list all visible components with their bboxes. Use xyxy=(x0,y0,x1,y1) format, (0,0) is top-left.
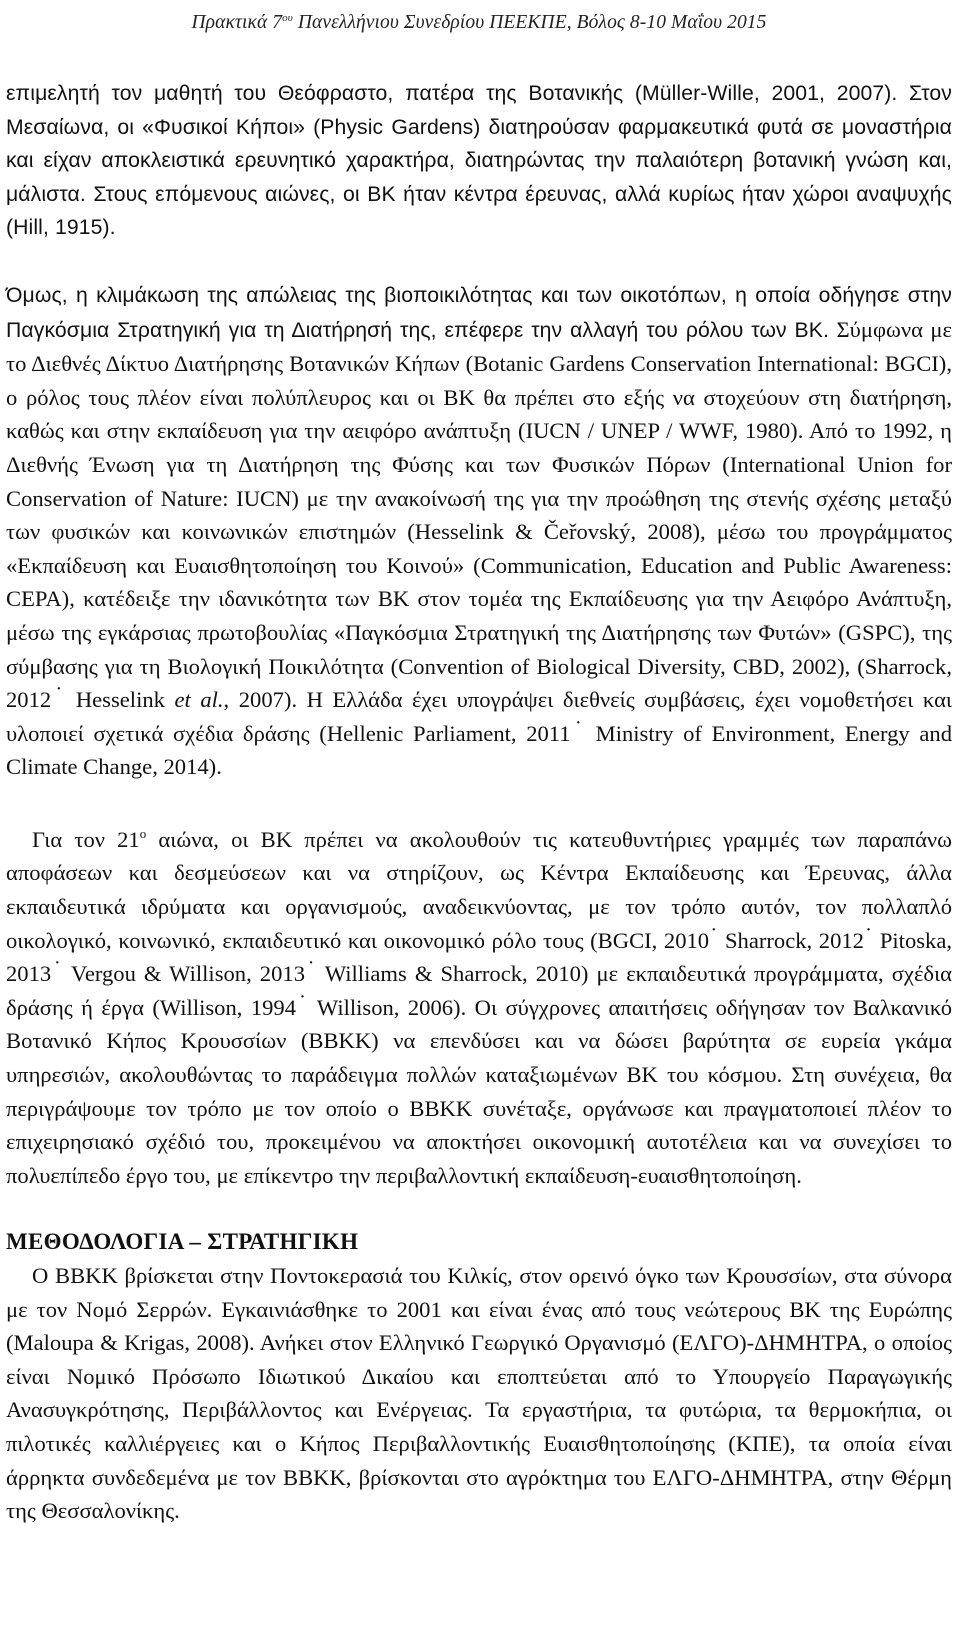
paragraph-methodology-text: Ο ΒΒΚΚ βρίσκεται στην Ποντοκερασιά του Κιλκίς, στον ορεινό όγκο των Κρουσσίων, στα σύνορα με τον Νομό Σερρών. Εγκαινιάσθηκε το 2001 και είναι ένας από τους νεώτερους ΒΚ της Ευρώπης (Maloupa & Krigas, 2008). Ανήκει στον Ελληνικό Γεωργικό Οργανισμό (ΕΛΓΟ)-ΔΗΜΗΤΡΑ, ο οποίος είναι Νομικό Πρόσωπο Ιδιωτικού Δικαίου και εποπτεύεται από το Υπουργείο Παραγωγικής Ανασυγκρότησης, Περιβάλλοντος και Ενέργειας. Τα εργαστήρια, τα φυτώρια, τα θερμοκήπια, οι πιλοτικές καλλιέργειες και ο Κήπος Περιβαλλοντικής Ευαισθητοποίησης (ΚΠΕ), τα οποία είναι άρρηκτα συνδεδεμένα με τον ΒΒΚΚ, βρίσκονται στο αγρόκτημα του ΕΛΓΟ-ΔΗΜΗΤΡΑ, στην Θέρμη της Θεσσαλονίκης. xyxy=(6,1263,952,1524)
paragraph-history xyxy=(6,77,952,245)
paragraph-history-text: επιμελητή τον μαθητή του Θεόφραστο, πατέρα της Βοτανικής (Müller-Wille, 2001, 2007). Στον Μεσαίωνα, οι «Φυσικοί Κήποι» (Physic Gardens) διατηρούσαν φαρμακευτικά φυτά σε μοναστήρια και είχαν αποκλειστικά ερευνητικό χαρακτήρα, διατηρώντας την παλαιότερη βοτανική γνώση και, μάλιστα. Στους επόμενους αιώνες, οι ΒΚ ήταν κέντρα έρευνας, αλλά κυρίως ήταν χώροι αναψυχής (Hill, 1915). xyxy=(6,82,952,240)
paragraph-21st-text-2: αιώνα, οι ΒΚ πρέπει να ακολουθούν τις κατευθυντήριες γραμμές των παραπάνω αποφάσεων και δεσμεύσεων και να στηρίζουν, ως Κέντρα Εκπαίδευσης και Έρευνας, άλλα εκπαιδευτικά ιδρύματα και οργανισμούς, αναδεικνύοντας, με τον τρόπο αυτόν, τον πολλαπλό οικολογικό, κοινωνικό, εκπαιδευτικό και οικονομικό ρόλο τους (BGCI, 2010 xyxy=(6,826,953,953)
citation-separator: ˙ xyxy=(709,922,719,948)
ordinal-superscript: ο xyxy=(139,825,147,841)
paragraph-role-change-text-3: , 2007). Η Ελλάδα έχει υπογράψει διεθνείς συμβάσεις, έχει νομοθετήσει και υλοποιεί σχετικά σχέδια δράσης (Hellenic Parliament, 2011 xyxy=(6,687,952,746)
paragraph-21st-text-3: Sharrock, 2012 xyxy=(718,927,864,953)
citation-separator: ˙ xyxy=(570,715,586,741)
et-al-italic: et al. xyxy=(174,687,224,713)
paragraph-21st-text-5: Vergou & Willison, 2013 xyxy=(63,961,305,987)
citation-separator: ˙ xyxy=(863,922,874,948)
citation-separator: ˙ xyxy=(51,682,67,708)
citation-separator: ˙ xyxy=(51,956,64,982)
section-heading-methodology: ΜΕΘΟΔΟΛΟΓΙΑ – ΣΤΡΑΤΗΓΙΚΗ xyxy=(6,1229,359,1255)
paragraph-21st-text-6: Williams & Sharrock, 2010) με εκπαιδευτικά προγράμματα, σχέδια δράσης ή έργα (Willison, 1994 xyxy=(6,961,952,1020)
header-prefix: Πρακτικά 7 xyxy=(191,12,283,33)
paragraph-role-change-intro: Όμως, η κλιμάκωση της απώλειας της βιοποικιλότητας και των οικοτόπων, η οποία οδήγησε στην Παγκόσμια Στρατηγική για τη Διατήρησή της, επέφερε την αλλαγή του ρόλου των ΒΚ. xyxy=(6,283,952,342)
paragraph-21st-text: Για τον 21 xyxy=(32,826,140,852)
document-page xyxy=(6,0,952,1528)
paragraph-role-change xyxy=(6,278,952,784)
running-header xyxy=(6,3,952,33)
paragraph-role-change-text-2: Hesselink xyxy=(66,687,175,713)
paragraph-methodology xyxy=(6,1259,952,1528)
citation-separator: ˙ xyxy=(305,956,318,982)
paragraph-21st-text-7: Willison, 2006). Οι σύγχρονες απαιτήσεις οδήγησαν τον Βαλκανικό Βοτανικό Κήπος Κρουσσίων (ΒΒΚΚ) να επενδύσει και να δώσει βαρύτητα σε ευρεία γκάμα υπηρεσιών, ακολουθώντας το παράδειγμα πολλών καταξιωμένων ΒΚ του κόσμου. Στη συνέχεια, θα περιγράψουμε τον τρόπο με τον οποίο ο ΒΒΚΚ συνέταξε, οργάνωσε και πραγματοποιεί πλέον το επιχειρησιακό σχέδιό του, προκειμένου να αποκτήσει οικονομική αυτοτέλεια και να συνεχίσει το πολυεπίπεδο έργο του, με επίκεντρο την περιβαλλοντική εκπαίδευση-ευαισθητοποίηση. xyxy=(6,994,953,1188)
paragraph-role-change-text-4: Ministry of Environment, Energy and Climate Change, 2014). xyxy=(6,720,953,780)
paragraph-21st-text-4: Pitoska, 2013 xyxy=(6,927,953,987)
paragraph-role-change-text: Σύμφωνα με το Διεθνές Δίκτυο Διατήρησης Βοτανικών Κήπων (Botanic Gardens Conservation International: BGCI), ο ρόλος τους πλέον είναι πολύπλευρος και οι ΒΚ θα πρέπει στο εξής να στοχεύουν στη διατήρηση, καθώς και στην εκπαίδευση για την αειφόρο ανάπτυξη (IUCN / UNEP / WWF, 1980). Από το 1992, η Διεθνής Ένωση για τη Διατήρηση της Φύσης και των Φυσικών Πόρων (International Union for Conservation of Nature: IUCN) με την ανακοίνωσή της για την προώθηση της στενής σχέσης μεταξύ των φυσικών και κοινωνικών επιστημών (Hesselink & Čeřovský, 2008), μέσω του προγράμματος «Εκπαίδευση και Ευαισθητοποίηση του Κοινού» (Communication, Education and Public Awareness: CEPA), κατέδειξε την ιδανικότητα των ΒΚ στον τομέα της Εκπαίδευσης για την Αειφόρο Ανάπτυξη, μέσω της εγκάρσιας πρωτοβουλίας «Παγκόσμια Στρατηγική της Διατήρησης των Φυτών» (GSPC), της σύμβασης για τη Βιολογική Ποικιλότητα (Convention of Biological Diversity, CBD, 2002), (Sharrock, 2012 xyxy=(6,316,953,713)
citation-separator: ˙ xyxy=(296,989,309,1015)
paragraph-21st-century xyxy=(6,817,952,1193)
header-suffix: Πανελλήνιου Συνεδρίου ΠΕΕΚΠΕ, Βόλος 8-10 Μαΐου 2015 xyxy=(292,12,767,33)
header-superscript: ου xyxy=(282,12,293,24)
